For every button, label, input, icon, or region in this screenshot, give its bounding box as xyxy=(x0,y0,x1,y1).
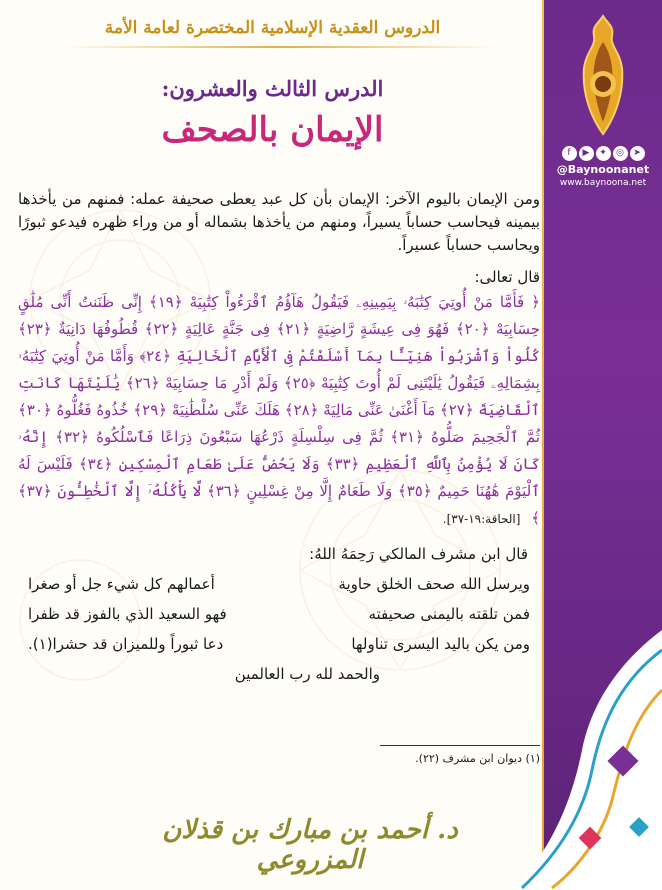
lesson-number: الدرس الثالث والعشرون: xyxy=(161,76,384,101)
footnote-divider xyxy=(380,745,540,746)
logo xyxy=(570,12,636,138)
lesson-body xyxy=(18,188,540,683)
series-title: الدروس العقدية الإسلامية المختصرة لعامة الأمة xyxy=(104,18,441,38)
verse-first-half: ومن يكن باليد اليسرى تناولها xyxy=(351,635,530,653)
youtube-icon[interactable]: ▶ xyxy=(579,146,594,161)
poem-verse xyxy=(18,599,540,629)
verse-first-half: ويرسل الله صحف الخلق حاوية xyxy=(338,575,530,593)
lesson-title: الإيمان بالصحف xyxy=(161,110,384,150)
social-handle[interactable]: @Baynoonanet xyxy=(556,163,650,176)
intro-paragraph: ومن الإيمان باليوم الآخر: الإيمان بأن كل عبد يعطى صحيفة عمله: فمنهم من يأخذها بيمينه فيحاسب حساباً يسيراً، ومنهم من يأخذها بشماله أو من وراء ظهره فيدعو ثبورًا ويحاسب حساباً عسيراً. xyxy=(18,190,540,254)
poem-verse xyxy=(18,569,540,599)
footnote: (١) ديوان ابن مشرف (٢٢). xyxy=(415,752,540,765)
verse-second-half: أعمالهم كل شيء جل أو صغرا xyxy=(28,575,215,593)
poet-intro: قال ابن مشرف المالكي رَحِمَهُ اللهُ: xyxy=(309,545,528,563)
closing-line: والحمد لله رب العالمين xyxy=(234,665,380,683)
title-divider xyxy=(60,46,500,48)
facebook-icon[interactable]: f xyxy=(562,146,577,161)
twitter-icon[interactable]: ✦ xyxy=(596,146,611,161)
quran-reference: [الحاقة:١٩-٣٧]. xyxy=(442,512,521,526)
author-signature: د. أحمد بن مبارك بن قذلان المزروعي xyxy=(162,815,458,875)
verse-second-half: فهو السعيد الذي بالفوز قد ظفرا xyxy=(28,605,227,623)
verse-second-half: دعا ثبوراً وللميزان قد حشرا(١). xyxy=(28,635,224,653)
social-icons xyxy=(556,146,650,161)
quote-intro: قال تعالى: xyxy=(474,268,540,286)
quran-passage xyxy=(18,289,540,533)
poem-verse xyxy=(18,629,540,659)
quran-text: ﴿ فَأَمَّا مَنْ أُوتِيَ كِتَٰبَهُۥ بِيَمِينِهِۦ فَيَقُولُ هَآؤُمُ ٱقْرَءُواْ كِتَٰبِيَهْ ﴿١٩﴾ إِنِّى ظَنَنتُ أَنِّى مُلَٰقٍ حِسَابِيَهْ ﴿٢٠﴾ فَهُوَ فِى عِيشَةٍ رَّاضِيَةٍ ﴿٢١﴾ فِى جَنَّةٍ عَالِيَةٍ ﴿٢٢﴾ قُطُوفُهَا دَانِيَةٌ ﴿٢٣﴾ كُلُواْ وَٱشْرَبُواْ هَنِيٓـًٔا بِمَآ أَسْلَفْتُمْ فِى ٱلْأَيَّامِ ٱلْخَالِيَةِ ﴿٢٤﴾ وَأَمَّا مَنْ أُوتِيَ كِتَٰبَهُۥ بِشِمَالِهِۦ فَيَقُولُ يَٰلَيْتَنِى لَمْ أُوتَ كِتَٰبِيَهْ ﴿٢٥﴾ وَلَمْ أَدْرِ مَا حِسَابِيَهْ ﴿٢٦﴾ يَٰلَيْتَهَا كَانَتِ ٱلْقَاضِيَةَ ﴿٢٧﴾ مَآ أَغْنَىٰ عَنِّى مَالِيَهْ ﴿٢٨﴾ هَلَكَ عَنِّى سُلْطَٰنِيَهْ ﴿٢٩﴾ خُذُوهُ فَغُلُّوهُ ﴿٣٠﴾ ثُمَّ ٱلْجَحِيمَ صَلُّوهُ ﴿٣١﴾ ثُمَّ فِى سِلْسِلَةٍ ذَرْعُهَا سَبْعُونَ ذِرَاعًا فَٱسْلُكُوهُ ﴿٣٢﴾ إِنَّهُۥ كَانَ لَا يُؤْمِنُ بِٱللَّهِ ٱلْعَظِيمِ ﴿٣٣﴾ وَلَا يَحُضُّ عَلَىٰ طَعَامِ ٱلْمِسْكِينِ ﴿٣٤﴾ فَلَيْسَ لَهُ ٱلْيَوْمَ هَٰهُنَا حَمِيمٌ ﴿٣٥﴾ وَلَا طَعَامٌ إِلَّا مِنْ غِسْلِينٍ ﴿٣٦﴾ لَّا يَأْكُلُهُۥٓ إِلَّا ٱلْخَٰطِـُٔونَ ﴿٣٧﴾ ﴾ xyxy=(18,293,541,527)
website-url[interactable]: www.baynoona.net xyxy=(559,178,647,188)
instagram-icon[interactable]: ◎ xyxy=(613,146,628,161)
verse-first-half: فمن تلقته باليمنى صحيفته xyxy=(368,605,530,623)
telegram-icon[interactable]: ➤ xyxy=(630,146,645,161)
